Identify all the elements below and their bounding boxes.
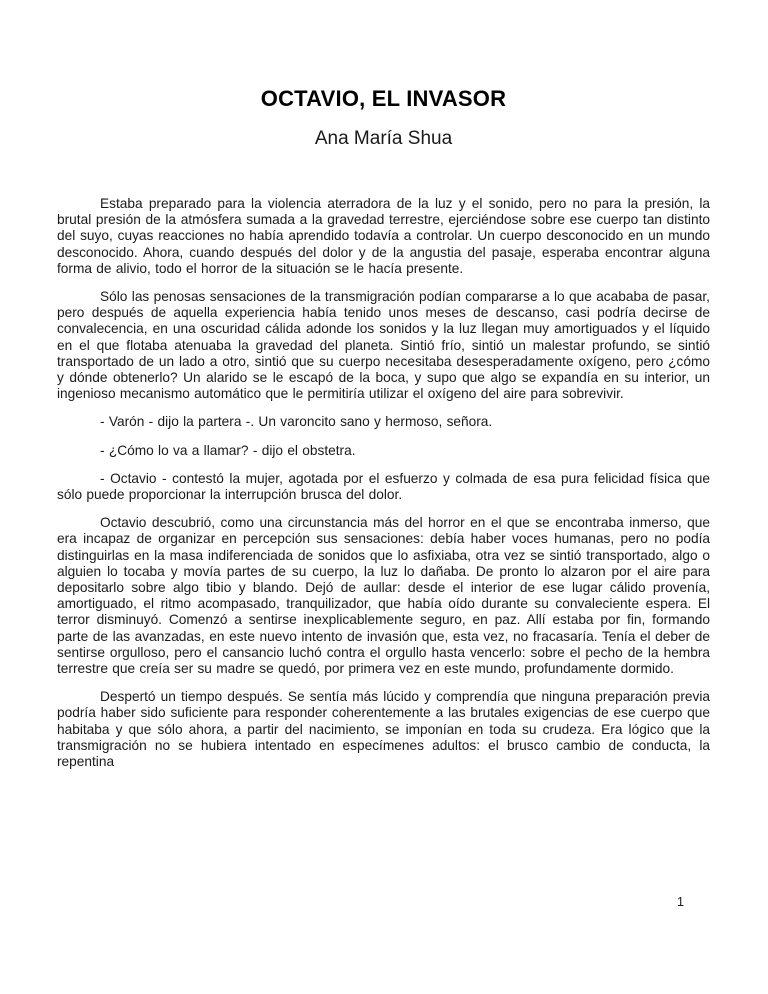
story-paragraph: Octavio descubrió, como una circunstancia más del horror en el que se encontraba inmerso, que era incapaz de organizar en percepción sus sensaciones: debía haber voces humanas, pero no podía distinguirlas en la masa indiferenciada de sonidos que lo asfixiaba, otra vez se sintió transportado, algo o alguien lo tocaba y movía partes de su cuerpo, la luz lo dañaba. De pronto lo alzaron por el aire para depositarlo sobre algo tibio y blando. Dejó de aullar: desde el interior de ese lugar cálido provenía, amortiguado, el ritmo acompasado, tranquilizador, que había oído durante su convaleciente espera. El terror disminuyó. Comenzó a sentirse inexplicablemente seguro, en paz. Allí estaba por fin, formando parte de las avanzadas, en este nuevo intento de invasión que, esta vez, no fracasaría. Tenía el deber de sentirse orgulloso, pero el cansancio luchó contra el orgullo hasta vencerlo: sobre el pecho de la hembra terrestre que creía ser su madre se quedó, por primera vez en este mundo, profundamente dormido. <box>57 515 710 677</box>
dialogue-line: - Octavio - contestó la mujer, agotada por el esfuerzo y colmada de esa pura felicidad física que sólo puede proporcionar la interrupción brusca del dolor. <box>57 470 710 503</box>
text-block <box>57 0 710 770</box>
dialogue-line: - Varón - dijo la partera -. Un varoncito sano y hermoso, señora. <box>100 414 493 430</box>
story-paragraph: Despertó un tiempo después. Se sentía más lúcido y comprendía que ninguna preparación previa podría haber sido suficiente para responder coherentemente a las brutales exigencias de ese cuerpo que habitaba y que sólo ahora, a partir del nacimiento, se imponían en toda su crudeza. Era lógico que la transmigración no se hubiera intentado en especímenes adultos: el brusco cambio de conducta, la repentina <box>57 689 710 770</box>
story-body <box>57 196 710 770</box>
story-paragraph: Sólo las penosas sensaciones de la transmigración podían compararse a lo que acababa de pasar, pero después de aquella experiencia había tenido unos meses de descanso, casi podría decirse de convalecencia, en una oscuridad cálida adonde los sonidos y la luz llegan muy amortiguados y el líquido en el que flotaba atenuaba la gravedad del planeta. Sintió frío, sintió un malestar profundo, se sintió transportado de un lado a otro, sintió que su cuerpo necesitaba desesperadamente oxígeno, pero ¿cómo y dónde obtenerlo? Un alarido se le escapó de la boca, y supo que algo se expandía en su interior, un ingenioso mecanismo automático que le permitiría utilizar el oxígeno del aire para sobrevivir. <box>57 289 710 402</box>
dialogue-line: - ¿Cómo lo va a llamar? - dijo el obstetra. <box>100 442 356 458</box>
story-paragraph: Estaba preparado para la violencia aterradora de la luz y el sonido, pero no para la presión, la brutal presión de la atmósfera sumada a la gravedad terrestre, ejerciéndose sobre ese cuerpo tan distinto del suyo, cuyas reacciones no había aprendido todavía a controlar. Un cuerpo desconocido en un mundo desconocido. Ahora, cuando después del dolor y de la angustia del pasaje, esperaba encontrar alguna forma de alivio, todo el horror de la situación se le hacía presente. <box>57 196 710 276</box>
document-title: OCTAVIO, EL INVASOR <box>260 86 507 111</box>
page-number-footer: 1 <box>677 895 684 909</box>
document-author: Ana María Shua <box>314 128 453 149</box>
